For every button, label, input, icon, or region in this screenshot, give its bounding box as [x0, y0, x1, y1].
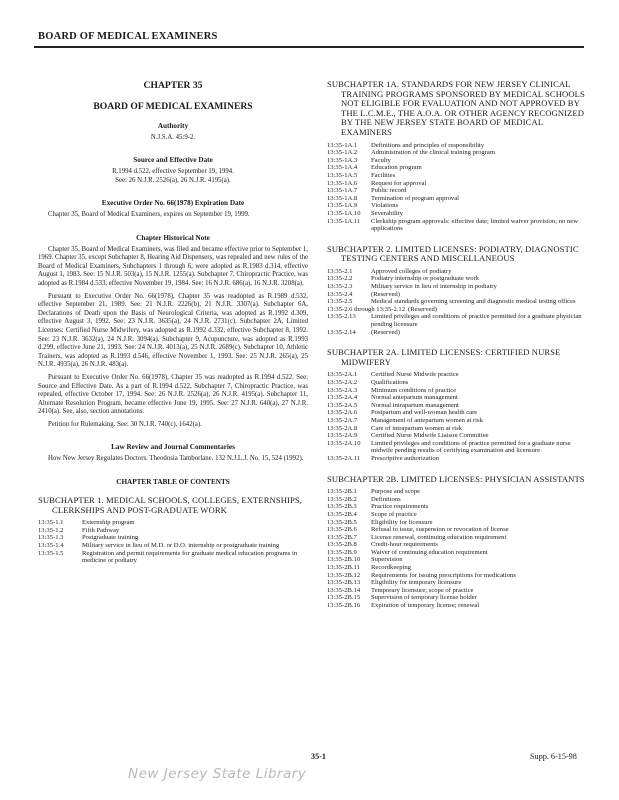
section-number: 13:35-2B.10 — [327, 556, 361, 564]
section-title: Eligibility for licensure — [371, 518, 433, 526]
source-line-2: See: 26 N.J.R. 2526(a), 26 N.J.R. 4195(a). — [115, 177, 231, 184]
section-number: 13:35-2A.3 — [327, 386, 358, 394]
history-paragraph-3: Pursuant to Executive Order No. 66(1978), Chapter 35 was readopted as R.1994 d.522. See: Source and Effective Date. As a part of R.1994 d.522, Subchapter 7, Chiropractic Practice, was repealed, effective October 17, 1994. See: 26 N.J.R. 2526(a), 26 N.J.R. 4195(a). Subchapter 11, Alternate Resolution Program, became effective June 19, 1995. See: 27 N.J.R. 640(a), 27 N.J.R. 2410(a). See, also, section annotations. — [38, 373, 308, 416]
toc-entry — [327, 291, 585, 299]
section-number: 13:35-2.4 — [327, 290, 353, 298]
left-column — [38, 80, 308, 565]
section-title: Limited privileges and conditions of practice permitted for a graduate physician pending licensure — [371, 313, 582, 329]
section-title: (Reserved) — [408, 305, 437, 313]
section-title: Facilities — [371, 171, 396, 179]
toc-entry — [327, 602, 585, 610]
section-title: Request for approval — [371, 179, 427, 187]
section-title: Postgraduate training — [82, 534, 139, 542]
section-number: 13:35-1A.2 — [327, 149, 358, 157]
toc-entry — [327, 402, 585, 410]
section-title: Externship program — [82, 519, 135, 527]
toc-entry — [327, 180, 585, 188]
section-number: 13:35-2.5 — [327, 298, 353, 306]
subchapter-2b-title: SUBCHAPTER 2B. LIMITED LICENSES: PHYSICIAN ASSISTANTS — [327, 473, 585, 484]
section-title: Certified Nurse Midwife practice — [371, 371, 459, 379]
section-number: 13:35-1.4 — [38, 542, 64, 550]
authority-text: N.J.S.A. 45:9-2. — [150, 134, 196, 141]
section-title: Registration and permit requirements for graduate medical education programs in medicine or podiatry — [82, 549, 298, 565]
section-title: (Reserved) — [371, 290, 400, 298]
section-number: 13:35-2A.7 — [327, 416, 358, 424]
section-title: Prescriptive authorization — [371, 454, 439, 462]
section-title: Recordkeeping — [371, 564, 411, 572]
section-number: 13:35-2B.11 — [327, 564, 360, 572]
chapter-number: CHAPTER 35 — [143, 80, 203, 91]
toc-entry — [327, 425, 585, 433]
section-number: 13:35-2.13 — [327, 313, 356, 321]
section-title: Faculty — [371, 156, 391, 164]
section-title: Temporary licensure; scope of practice — [371, 586, 474, 594]
toc-entry — [327, 579, 585, 587]
toc-entry — [327, 268, 585, 276]
section-number: 13:35-2B.4 — [327, 510, 357, 518]
history-paragraph-1: Chapter 35, Board of Medical Examiners, was filed and became effective prior to September 1, 1969. Chapter 35, except Subchapter 8, Hearing Aid Dispensers, was repealed and new rules of the Board of Medical Examiners, Subchapters 1 through 6, were adopted as R.1983 d.314, effective August 1, 1983. See: 15 N.J.R. 503(a), 15 N.J.R. 1255(a). Subchapter 7, Chiropractic Practice, was adopted as R.1984 d.533, effective November 19, 1984. See: 16 N.J.R. 686(a), 16 N.J.R. 3208(a). — [38, 245, 308, 287]
source-heading: Source and Effective Date — [133, 156, 213, 164]
section-number: 13:35-2A.11 — [327, 454, 361, 462]
section-title: Normal intrapartum management — [371, 401, 459, 409]
toc-entry — [327, 534, 585, 542]
toc-entry — [327, 195, 585, 203]
toc-entry — [327, 313, 585, 328]
toc-entry — [327, 594, 585, 602]
section-title: Administration of the clinical training program — [371, 149, 495, 157]
section-title: Education program — [371, 164, 422, 172]
toc-entry — [327, 187, 585, 195]
history-heading: Chapter Historical Note — [136, 233, 210, 242]
section-number: 13:35-2B.7 — [327, 533, 357, 541]
subchapter-2-list — [327, 268, 585, 336]
section-number: 13:35-2B.13 — [327, 579, 361, 587]
section-title: Military service in lieu of internship in podiatry — [371, 283, 497, 291]
section-title: Medical standards governing screening and diagnostic medical testing offices — [371, 298, 576, 306]
section-title: Scope of practice — [371, 510, 417, 518]
section-title: Definitions — [371, 495, 401, 503]
toc-entry — [327, 329, 585, 337]
toc-entry — [38, 542, 308, 550]
section-title: Management of antepartum women at risk — [371, 416, 483, 424]
section-number: 13:35-2A.9 — [327, 432, 358, 440]
toc-entry — [327, 572, 585, 580]
section-title: Refusal to issue, suspension or revocation of license — [371, 526, 509, 534]
subchapter-2a-list — [327, 371, 585, 462]
toc-entry — [327, 202, 585, 210]
running-head: BOARD OF MEDICAL EXAMINERS — [38, 31, 218, 42]
subchapter-1a-title: SUBCHAPTER 1A. STANDARDS FOR NEW JERSEY CLINICAL TRAINING PROGRAMS SPONSORED BY MEDICAL SCHOOLS NOT ELIGIBLE FOR EVALUATION AND NOT APPROVED BY THE L.C.M.E., THE A.O.A. OR OTHER AGENCY RECOGNIZED BY THE NEW JERSEY STATE BOARD OF MEDICAL EXAMINERS — [327, 79, 585, 137]
toc-entry — [327, 432, 585, 440]
section-title: Practice requirements — [371, 503, 429, 511]
section-number: 13:35-2A.6 — [327, 409, 358, 417]
section-title: Podiatry internship or postgraduate work — [371, 275, 480, 283]
section-title: Expiration of temporary license; renewal — [371, 602, 480, 610]
section-title: Certified Nurse Midwife Liaison Committee — [371, 432, 489, 440]
section-number: 13:35-2B.12 — [327, 571, 361, 579]
section-number: 13:35-2B.2 — [327, 495, 357, 503]
section-title: Minimum conditions of practice — [371, 386, 457, 394]
history-paragraph-4: Petition for Rulemaking. See: 30 N.J.R. 740(c), 1642(a). — [48, 420, 202, 428]
law-review-text: How New Jersey Regulates Doctors. Theodosia Tamborlane. 132 N.J.L.J. No. 15, 524 (1992). — [48, 455, 304, 463]
section-number: 13:35-1.3 — [38, 534, 64, 542]
section-number: 13:35-2B.6 — [327, 526, 357, 534]
section-number: 13:35-2B.9 — [327, 548, 357, 556]
section-number: 13:35-1.2 — [38, 526, 64, 534]
section-title: Care of intrapartum women at risk — [371, 424, 463, 432]
section-title: License renewal, continuing education requirement — [371, 533, 507, 541]
toc-entry — [327, 511, 585, 519]
toc-entry — [327, 218, 585, 233]
section-title: Eligibility for temporary licensure — [371, 579, 462, 587]
library-stamp: New Jersey State Library — [128, 766, 307, 782]
header-rule — [34, 46, 584, 48]
section-number: 13:35-1A.3 — [327, 156, 358, 164]
toc-entry — [327, 210, 585, 218]
section-number: 13:35-2B.8 — [327, 541, 357, 549]
toc-entry — [327, 164, 585, 172]
section-title: Limited privileges and conditions of practice permitted for a graduate nurse midwife pending results of certifying examination and licensure — [371, 439, 571, 455]
page-number: 35-1 — [311, 752, 327, 761]
section-number: 13:35-1.1 — [38, 519, 64, 527]
section-number: 13:35-1A.4 — [327, 164, 358, 172]
section-title: Purpose and scope — [371, 488, 421, 496]
chapter-title: BOARD OF MEDICAL EXAMINERS — [93, 101, 253, 112]
source-line-1: R.1994 d.522, effective September 19, 1994. — [112, 168, 234, 175]
section-title: Fifth Pathway — [82, 526, 120, 534]
toc-entry — [327, 379, 585, 387]
section-number: 13:35-2A.10 — [327, 439, 361, 447]
section-title: Military service in lieu of M.D. or D.O. internship or postgraduate training — [82, 542, 280, 550]
executive-order-heading: Executive Order No. 66(1978) Expiration Date — [101, 199, 245, 207]
section-number: 13:35-1A.10 — [327, 209, 361, 217]
supplement-date: Supp. 6-15-98 — [530, 752, 577, 761]
toc-entry — [327, 541, 585, 549]
toc-entry — [327, 298, 585, 306]
subchapter-1a-list — [327, 142, 585, 233]
toc-entry — [327, 142, 585, 150]
section-number: 13:35-1A.11 — [327, 217, 361, 225]
toc-entry — [38, 519, 308, 527]
toc-entry — [327, 172, 585, 180]
toc-entry — [327, 283, 585, 291]
section-title: Qualifications — [371, 379, 409, 386]
section-number: 13:35-2B.1 — [327, 488, 357, 496]
section-title: Termination of program approval — [371, 194, 459, 202]
section-number: 13:35-2B.5 — [327, 518, 357, 526]
subchapter-2-title: SUBCHAPTER 2. LIMITED LICENSES: PODIATRY, DIAGNOSTIC TESTING CENTERS AND MISCELLANEOUS — [327, 243, 579, 264]
section-number: 13:35-1.5 — [38, 549, 64, 557]
section-number: 13:35-2.14 — [327, 328, 356, 336]
toc-entry — [327, 440, 585, 455]
section-title: Postpartum and well-woman health care — [371, 409, 478, 417]
section-number: 13:35-1A.1 — [327, 141, 358, 149]
section-number: 13:35-1A.6 — [327, 179, 358, 187]
toc-entry — [327, 519, 585, 527]
section-title: (Reserved) — [371, 328, 400, 336]
section-title: Credit-hour requirements — [371, 541, 438, 549]
section-title: Supervision of temporary license holder — [371, 594, 477, 602]
section-number: 13:35-2A.1 — [327, 371, 358, 379]
toc-entry — [38, 550, 308, 565]
toc-entry — [327, 371, 585, 379]
section-number: 13:35-2.3 — [327, 283, 353, 291]
section-title: Normal antepartum management — [371, 394, 458, 402]
table-of-contents-heading: CHAPTER TABLE OF CONTENTS — [116, 478, 230, 487]
section-title: Approved colleges of podiatry — [371, 267, 452, 275]
toc-entry — [327, 564, 585, 572]
section-title: Public record — [371, 187, 407, 195]
toc-entry — [327, 409, 585, 417]
authority-heading: Authority — [157, 122, 189, 130]
section-number: 13:35-2B.15 — [327, 594, 361, 602]
section-number: 13:35-2B.3 — [327, 503, 357, 511]
toc-entry — [327, 394, 585, 402]
section-number: 13:35-1A.7 — [327, 187, 358, 195]
section-number: 13:35-2A.5 — [327, 401, 358, 409]
right-column — [327, 80, 585, 610]
section-title: Waiver of continuing education requirement — [371, 548, 488, 556]
toc-entry — [327, 496, 585, 504]
toc-entry — [38, 527, 308, 535]
section-number: 13:35-2A.4 — [327, 394, 358, 402]
law-review-heading: Law Review and Journal Commentaries — [111, 443, 235, 452]
section-number: 13:35-2B.14 — [327, 586, 361, 594]
toc-entry — [327, 549, 585, 557]
toc-entry — [38, 534, 308, 542]
toc-entry — [327, 157, 585, 165]
section-number: 13:35-2.1 — [327, 267, 353, 275]
subchapter-1-list — [38, 519, 308, 565]
section-number: 13:35-2B.16 — [327, 602, 361, 610]
section-number: 13:35-2.6 through 13:35-2.12 — [327, 305, 406, 313]
section-number: 13:35-1A.9 — [327, 202, 358, 210]
toc-entry — [327, 503, 585, 511]
toc-entry — [327, 387, 585, 395]
section-number: 13:35-2A.8 — [327, 424, 358, 432]
executive-order-text: Chapter 35, Board of Medical Examiners, expires on September 19, 1999. — [48, 211, 250, 218]
toc-entry — [327, 556, 585, 564]
toc-entry — [327, 306, 585, 314]
toc-entry — [327, 526, 585, 534]
toc-entry — [327, 275, 585, 283]
toc-entry — [327, 587, 585, 595]
section-number: 13:35-2.2 — [327, 275, 353, 283]
subchapter-1-title: SUBCHAPTER 1. MEDICAL SCHOOLS, COLLEGES, EXTERNSHIPS, CLERKSHIPS AND POST-GRADUATE WORK — [38, 495, 303, 515]
section-number: 13:35-1A.5 — [327, 171, 358, 179]
section-title: Requirements for issuing prescriptions for medications — [371, 571, 516, 579]
toc-entry — [327, 149, 585, 157]
toc-entry — [327, 455, 585, 463]
section-title: Supervision — [371, 556, 403, 564]
history-paragraph-2: Pursuant to Executive Order No. 66(1978), Chapter 35 was readopted as R.1989 d.532, effective September 21, 1989. See: 21 N.J.R. 2226(b), 21 N.J.R. 3307(a). Subchapter 6A, Declarations of Death upon the Basis of Neurological Criteria, was adopted as R.1992 d.309, effective August 3, 1992. See: 23 N.J.R. 3635(a), 24 N.J.R. 2731(c). Subchapter 2A, Limited Licenses: Certified Nurse Midwifery, was adopted as R.1992 d.332, effective Subchapter 8, 1992. See: 23 N.J.R. 3632(a), 24 N.J.R. 3094(a). Subchapter 9, Acupuncture, was adopted as R.1993 d.299, effective June 21, 1993. See: 24 N.J.R. 4013(a), 25 N.J.R. 2689(c). Subchapter 10, Athletic Trainers, was adopted as R.1993 d.546, effective November 1, 1993. See: 25 N.J.R. 265(a), 25 N.J.R. 4935(a), 26 N.J.R. 483(a). — [38, 292, 308, 369]
subchapter-2a-title: SUBCHAPTER 2A. LIMITED LICENSES: CERTIFIED NURSE MIDWIFERY — [327, 347, 561, 367]
section-title: Definitions and principles of responsibility — [371, 141, 485, 149]
section-title: Severability — [371, 209, 403, 217]
section-number: 13:35-2A.2 — [327, 379, 358, 386]
toc-entry — [327, 488, 585, 496]
section-title: Clerkship program approvals: effective date; limited waiver provision; no new applications — [371, 217, 578, 233]
subchapter-2b-list — [327, 488, 585, 610]
toc-entry — [327, 417, 585, 425]
section-title: Violations — [371, 202, 399, 210]
section-number: 13:35-1A.8 — [327, 194, 358, 202]
